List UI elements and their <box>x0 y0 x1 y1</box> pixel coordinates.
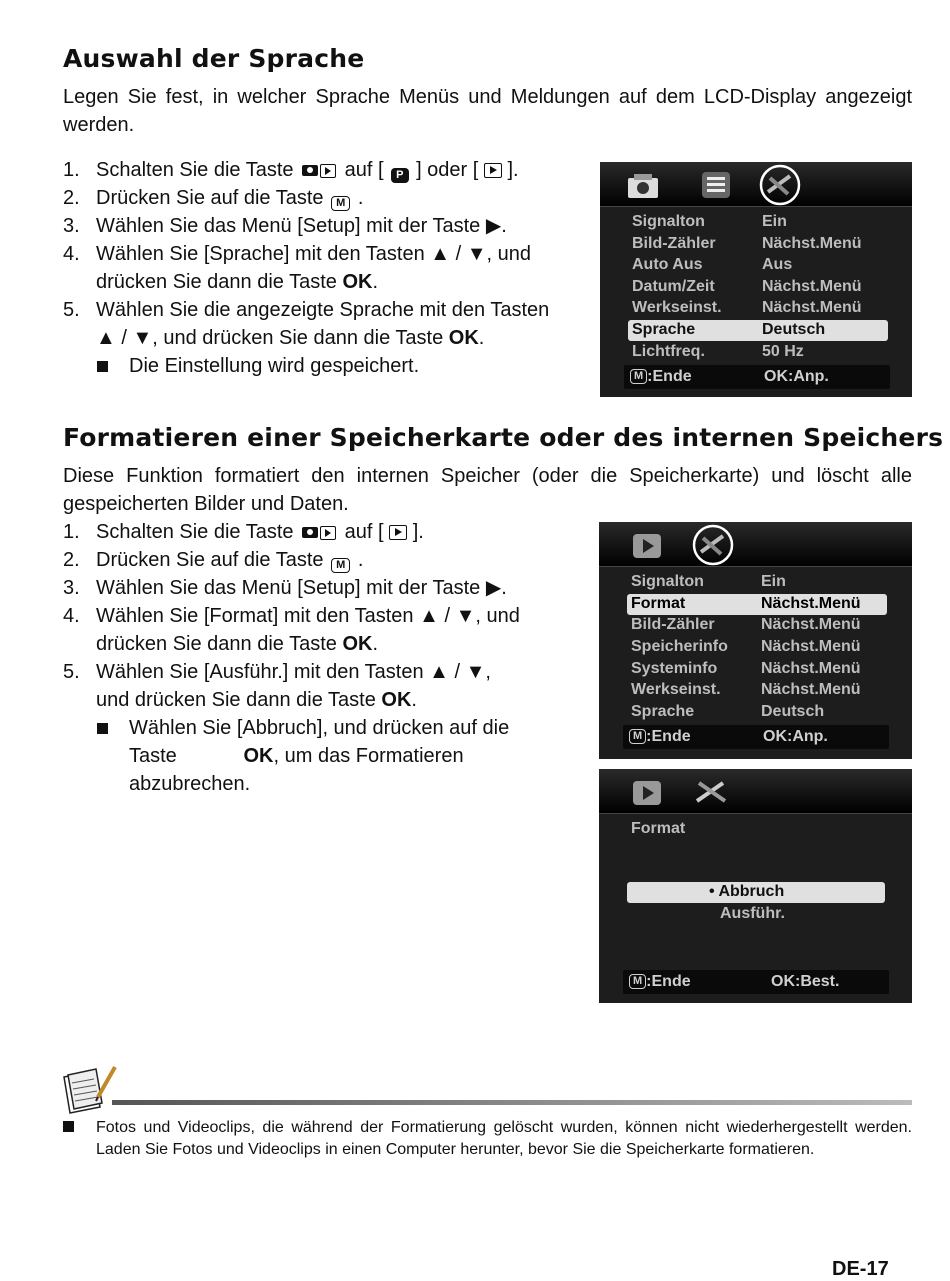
lcd-row: Werkseinst. Nächst.Menü <box>631 681 861 698</box>
p-key-icon: P <box>391 168 408 183</box>
bullet: Wählen Sie [Abbruch], und drücken auf die Taste OK, um das Formatieren abzubrechen. <box>63 714 561 798</box>
step: 1. Schalten Sie die Taste auf [ P ] oder [ ]. <box>63 159 519 181</box>
menu-key-icon: M <box>331 558 350 573</box>
page-number: DE-17 <box>832 1258 889 1280</box>
lcd-row: Sprache Deutsch <box>631 703 825 720</box>
step: 4. Wählen Sie [Format] mit den Tasten ▲ / ▼, und drücken Sie dann die Taste OK. <box>63 605 520 655</box>
bullet-square-icon <box>97 361 108 372</box>
lcd-row-selected: Format Nächst.Menü <box>627 594 887 615</box>
step: 2. Drücken Sie auf die Taste M . <box>63 187 364 209</box>
lcd-setup-language-screen <box>600 162 912 397</box>
lcd-row: Signalton Ein <box>632 213 787 230</box>
playback-icon <box>484 163 502 178</box>
playback-icon <box>389 525 407 540</box>
menu-key-icon: M <box>629 974 646 989</box>
lcd-setup-format-screen <box>599 522 912 759</box>
format-option-abbruch: • Abbruch <box>627 882 885 903</box>
lcd-tab-bar <box>599 769 912 814</box>
mode-button-icon <box>302 163 336 178</box>
step: 4. Wählen Sie [Sprache] mit den Tasten ▲ / ▼, und drücken Sie dann die Taste OK. <box>63 243 531 293</box>
lcd-row-selected: Sprache Deutsch <box>628 320 888 341</box>
lcd-tab-bar <box>600 162 912 207</box>
setup-tab-icon <box>691 775 731 809</box>
lcd-bottom-bar: M :Ende OK:Anp. <box>624 365 890 389</box>
menu-key-icon: M <box>630 369 647 384</box>
camera-tab-icon <box>624 168 664 202</box>
bullet-square-icon <box>63 1121 74 1132</box>
section-intro-language: Legen Sie fest, in welcher Sprache Menüs und Meldungen auf dem LCD-Display angezeigt werden. <box>63 86 912 136</box>
playback-tab-icon <box>627 528 667 562</box>
step: 5. Wählen Sie die angezeigte Sprache mit den Tasten ▲ / ▼, und drücken Sie dann die Taste OK. <box>63 299 550 349</box>
step: 2. Drücken Sie auf die Taste M . <box>63 549 364 571</box>
note-divider <box>112 1100 912 1105</box>
steps-format <box>63 518 561 798</box>
list-tab-icon <box>696 168 736 202</box>
lcd-row: Datum/Zeit Nächst.Menü <box>632 278 862 295</box>
bullet: Die Einstellung wird gespeichert. <box>63 352 593 380</box>
lcd-row: Auto Aus Aus <box>632 256 793 273</box>
format-label: Format <box>631 820 686 837</box>
section-title-language: Auswahl der Sprache <box>63 44 365 73</box>
bullet-square-icon <box>97 723 108 734</box>
lcd-row: Bild-Zähler Nächst.Menü <box>632 235 862 252</box>
step: 3. Wählen Sie das Menü [Setup] mit der Taste ▶. <box>63 215 507 237</box>
lcd-format-confirm-screen <box>599 769 912 1003</box>
mode-button-icon <box>302 525 336 540</box>
lcd-row: Signalton Ein <box>631 573 786 590</box>
menu-key-icon: M <box>629 729 646 744</box>
lcd-row: Werkseinst. Nächst.Menü <box>632 299 862 316</box>
lcd-bottom-bar: M :Ende OK:Best. <box>623 970 889 994</box>
setup-tab-icon <box>756 164 804 206</box>
step: 3. Wählen Sie das Menü [Setup] mit der Taste ▶. <box>63 577 507 599</box>
lcd-row: Systeminfo Nächst.Menü <box>631 660 861 677</box>
section-title-format: Formatieren einer Speicherkarte oder des internen Speichers <box>63 423 944 452</box>
note: Fotos und Videoclips, die während der Formatierung gelöscht wurden, können nicht wiederhergestellt werden. Laden Sie Fotos und Videoclips in einen Computer herunter, bevor Sie die Speicherkarte formatieren. <box>63 1117 912 1160</box>
lcd-row: Bild-Zähler Nächst.Menü <box>631 616 861 633</box>
steps-language <box>63 156 593 380</box>
step: 1. Schalten Sie die Taste auf [ ]. <box>63 521 424 543</box>
menu-key-icon: M <box>331 196 350 211</box>
step: 5. Wählen Sie [Ausführ.] mit den Tasten ▲ / ▼, und drücken Sie dann die Taste OK. <box>63 661 491 711</box>
playback-tab-icon <box>627 775 667 809</box>
lcd-row: Speicherinfo Nächst.Menü <box>631 638 861 655</box>
lcd-tab-bar <box>599 522 912 567</box>
lcd-bottom-bar: M :Ende OK:Anp. <box>623 725 889 749</box>
lcd-row: Lichtfreq. 50 Hz <box>632 343 804 360</box>
setup-tab-icon <box>689 524 737 566</box>
notepad-icon <box>60 1063 118 1115</box>
section-intro-format: Diese Funktion formatiert den internen Speicher (oder die Speicherkarte) und löscht alle gespeicherten Bilder und Daten. <box>63 465 912 515</box>
format-option-ausfuehren: Ausführ. <box>720 905 785 922</box>
